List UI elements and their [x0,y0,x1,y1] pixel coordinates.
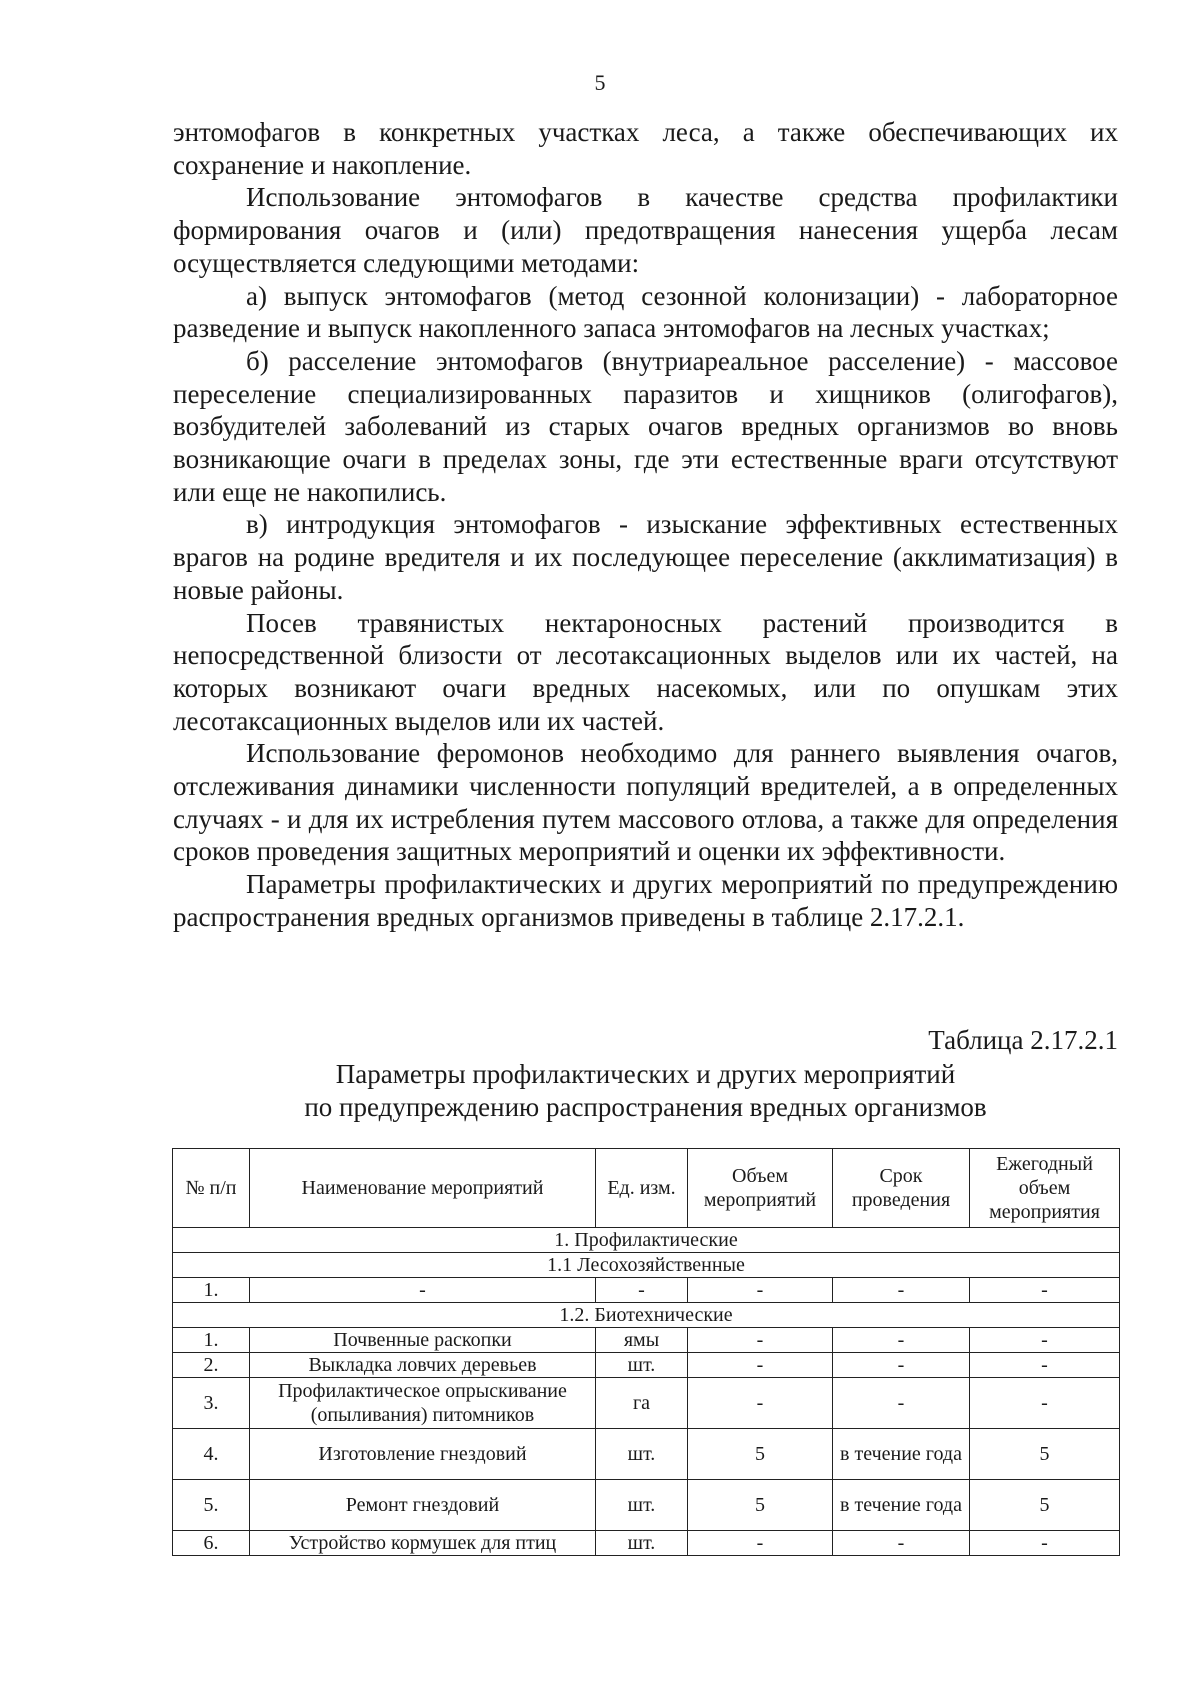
section-row [173,1228,1120,1253]
cell-name: Выкладка ловчих деревьев [250,1353,596,1378]
cell-term: - [833,1278,970,1303]
cell-name: Почвенные раскопки [250,1328,596,1353]
paragraph: б) расселение энтомофагов (внутриареальное расселение) - массовое переселение специализированных паразитов и хищников (олигофагов), возбудителей заболеваний из старых очагов вредных организмов во вновь возникающие очаги в пределах зоны, где эти естественные враги отсутствуют или еще не накопились. [173,345,1118,507]
subsection-title: 1.2. Биотехнические [173,1303,1120,1328]
section-row [173,1253,1120,1278]
cell-name: Устройство кормушек для птиц [250,1531,596,1556]
cell-annual-volume: - [970,1378,1120,1429]
cell-term: в течение года [833,1480,970,1531]
cell-name: Профилактическое опрыскивание (опыливания) питомников [250,1378,596,1429]
section-row [173,1303,1120,1328]
cell-annual-volume: - [970,1278,1120,1303]
table-title-line: Параметры профилактических и других мероприятий [335,1059,956,1089]
subsection-title: 1.1 Лесохозяйственные [173,1253,1120,1278]
cell-term: - [833,1328,970,1353]
cell-number: 4. [173,1429,250,1480]
table-row [173,1328,1120,1353]
cell-volume: - [688,1278,833,1303]
cell-number: 1. [173,1278,250,1303]
cell-number: 6. [173,1531,250,1556]
cell-annual-volume: - [970,1353,1120,1378]
header-number: № п/п [173,1149,250,1228]
cell-term: - [833,1353,970,1378]
cell-unit: ямы [596,1328,688,1353]
paragraph: в) интродукция энтомофагов - изыскание эффективных естественных врагов на родине вредителя и их последующее переселение (акклиматизация) в новые районы. [173,509,1118,605]
cell-name: Изготовление гнездовий [250,1429,596,1480]
cell-volume: - [688,1531,833,1556]
cell-annual-volume: 5 [970,1429,1120,1480]
cell-annual-volume: 5 [970,1480,1120,1531]
cell-volume: - [688,1328,833,1353]
cell-unit: шт. [596,1480,688,1531]
parameters-table [172,1148,1120,1556]
table-row [173,1278,1120,1303]
cell-unit: га [596,1378,688,1429]
paragraph: Использование энтомофагов в качестве средства профилактики формирования очагов и (или) предотвращения нанесения ущерба лесам осуществляется следующими методами: [173,182,1118,278]
header-annual-volume: Ежегодный объем мероприятия [970,1149,1120,1228]
cell-volume: - [688,1378,833,1429]
header-name: Наименование мероприятий [250,1149,596,1228]
cell-number: 2. [173,1353,250,1378]
paragraph: а) выпуск энтомофагов (метод сезонной колонизации) - лабораторное разведение и выпуск накопленного запаса энтомофагов на лесных участках; [173,280,1118,344]
cell-number: 5. [173,1480,250,1531]
cell-number: 3. [173,1378,250,1429]
table-title [173,1058,1118,1124]
table-header-row [173,1149,1120,1228]
paragraph: Использование феромонов необходимо для раннего выявления очагов, отслеживания динамики численности популяций вредителей, а в определенных случаях - и для их истребления путем массового отлова, а также для определения сроков проведения защитных мероприятий и оценки их эффективности. [173,738,1118,867]
cell-unit: шт. [596,1429,688,1480]
table-title-line: по предупреждению распространения вредных организмов [304,1092,987,1122]
cell-volume: 5 [688,1429,833,1480]
cell-number: 1. [173,1328,250,1353]
cell-unit: - [596,1278,688,1303]
cell-unit: шт. [596,1531,688,1556]
table-row [173,1353,1120,1378]
table-row [173,1480,1120,1531]
section-title: 1. Профилактические [173,1228,1120,1253]
table-row [173,1378,1120,1429]
cell-unit: шт. [596,1353,688,1378]
cell-volume: - [688,1353,833,1378]
page-number: 5 [594,70,606,95]
table-row [173,1429,1120,1480]
header-volume: Объем мероприятий [688,1149,833,1228]
cell-volume: 5 [688,1480,833,1531]
body-text [173,116,1118,934]
cell-term: - [833,1378,970,1429]
cell-term: в течение года [833,1429,970,1480]
table-row [173,1531,1120,1556]
cell-annual-volume: - [970,1531,1120,1556]
cell-term: - [833,1531,970,1556]
header-unit: Ед. изм. [596,1149,688,1228]
paragraph: энтомофагов в конкретных участках леса, а также обеспечивающих их сохранение и накопление. [173,117,1118,180]
cell-name: - [250,1278,596,1303]
header-term: Срок проведения [833,1149,970,1228]
table-number-caption: Таблица 2.17.2.1 [928,1025,1118,1055]
cell-name: Ремонт гнездовий [250,1480,596,1531]
paragraph: Параметры профилактических и других мероприятий по предупреждению распространения вредных организмов приведены в таблице 2.17.2.1. [173,869,1118,932]
paragraph: Посев травянистых нектароносных растений производится в непосредственной близости от лесотаксационных выделов или их частей, на которых возникают очаги вредных насекомых, или по опушкам этих лесотаксационных выделов или их частей. [173,607,1118,736]
cell-annual-volume: - [970,1328,1120,1353]
